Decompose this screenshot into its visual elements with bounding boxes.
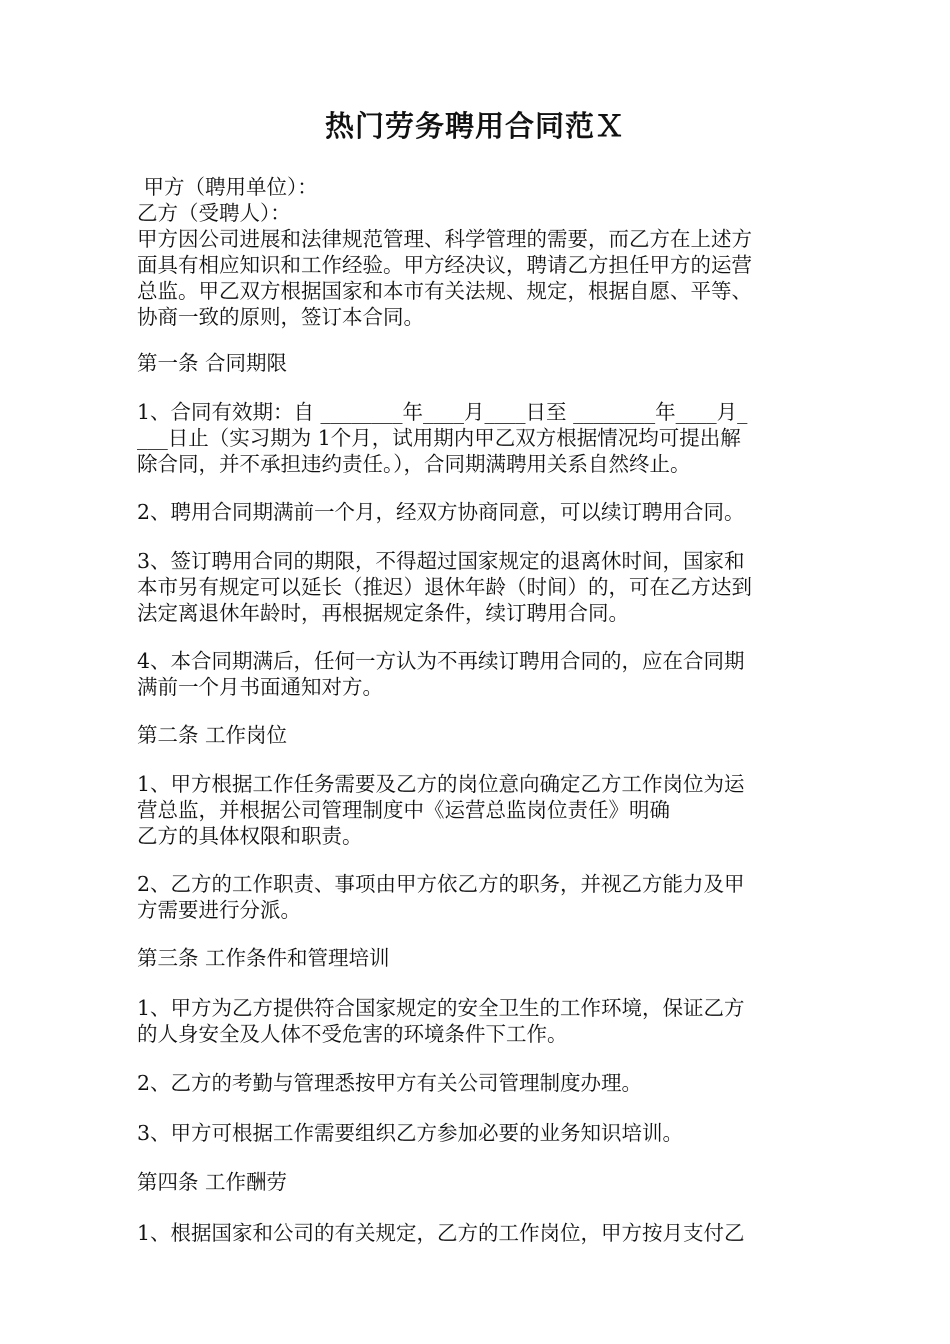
article-2-clause-1-line-2: 营总监，并根据公司管理制度中《运营总监岗位责任》明确 (137, 798, 670, 822)
party-a-line: 甲方（聘用单位）： (137, 175, 318, 199)
document-title: 热门劳务聘用合同范Ｘ (324, 109, 625, 143)
article-1-clause-3-line-2: 本市另有规定可以延长（推迟）退休年龄（时间）的，可在乙方达到 (137, 575, 752, 599)
article-1-clause-1-line-2: ___日止（实习期为 1个月，试用期内甲乙双方根据情况均可提出解 (137, 426, 741, 450)
article-1-clause-2: 2、聘用合同期满前一个月，经双方协商同意，可以续订聘用合同。 (137, 500, 745, 524)
article-4-clause-1-line-1: 1、根据国家和公司的有关规定，乙方的工作岗位，甲方按月支付乙 (137, 1221, 745, 1245)
article-2-clause-1-line-3: 乙方的具体权限和职责。 (137, 824, 363, 848)
article-3-clause-3: 3、甲方可根据工作需要组织乙方参加必要的业务知识培训。 (137, 1121, 684, 1145)
article-3-clause-2: 2、乙方的考勤与管理悉按甲方有关公司管理制度办理。 (137, 1071, 643, 1095)
party-b-line: 乙方（受聘人）： (137, 201, 291, 225)
article-4-heading: 第四条 工作酬劳 (137, 1170, 288, 1194)
article-1-clause-4-line-2: 满前一个月书面通知对方。 (137, 675, 383, 699)
article-2-clause-1-line-1: 1、甲方根据工作任务需要及乙方的岗位意向确定乙方工作岗位为运 (137, 772, 745, 796)
article-1-clause-1-line-3: 除合同，并不承担违约责任。），合同期满聘用关系自然终止。 (137, 452, 691, 476)
article-1-clause-4-line-1: 4、本合同期满后，任何一方认为不再续订聘用合同的，应在合同期 (137, 649, 745, 673)
article-1-clause-3-line-1: 3、签订聘用合同的期限，不得超过国家规定的退离休时间，国家和 (137, 549, 745, 573)
article-3-clause-1-line-1: 1、甲方为乙方提供符合国家规定的安全卫生的工作环境，保证乙方 (137, 996, 745, 1020)
article-1-heading: 第一条 合同期限 (137, 351, 288, 375)
article-2-clause-2-line-2: 方需要进行分派。 (137, 898, 301, 922)
preamble-line-2: 面具有相应知识和工作经验。甲方经决议，聘请乙方担任甲方的运营 (137, 253, 752, 277)
article-1-clause-3-line-3: 法定离退休年龄时，再根据规定条件，续订聘用合同。 (137, 601, 629, 625)
article-1-clause-1-line-1: 1、合同有效期：自 ________年____月____日至 ________年____月_ (137, 400, 748, 424)
article-3-clause-1-line-2: 的人身安全及人体不受危害的环境条件下工作。 (137, 1022, 568, 1046)
article-2-heading: 第二条 工作岗位 (137, 723, 288, 747)
preamble-line-1: 甲方因公司进展和法律规范管理、科学管理的需要，而乙方在上述方 (137, 227, 752, 251)
preamble-line-3: 总监。甲乙双方根据国家和本市有关法规、规定，根据自愿、平等、 (137, 279, 752, 303)
preamble-line-4: 协商一致的原则，签订本合同。 (137, 305, 424, 329)
article-2-clause-2-line-1: 2、乙方的工作职责、事项由甲方依乙方的职务，并视乙方能力及甲 (137, 872, 745, 896)
article-3-heading: 第三条 工作条件和管理培训 (137, 946, 390, 970)
